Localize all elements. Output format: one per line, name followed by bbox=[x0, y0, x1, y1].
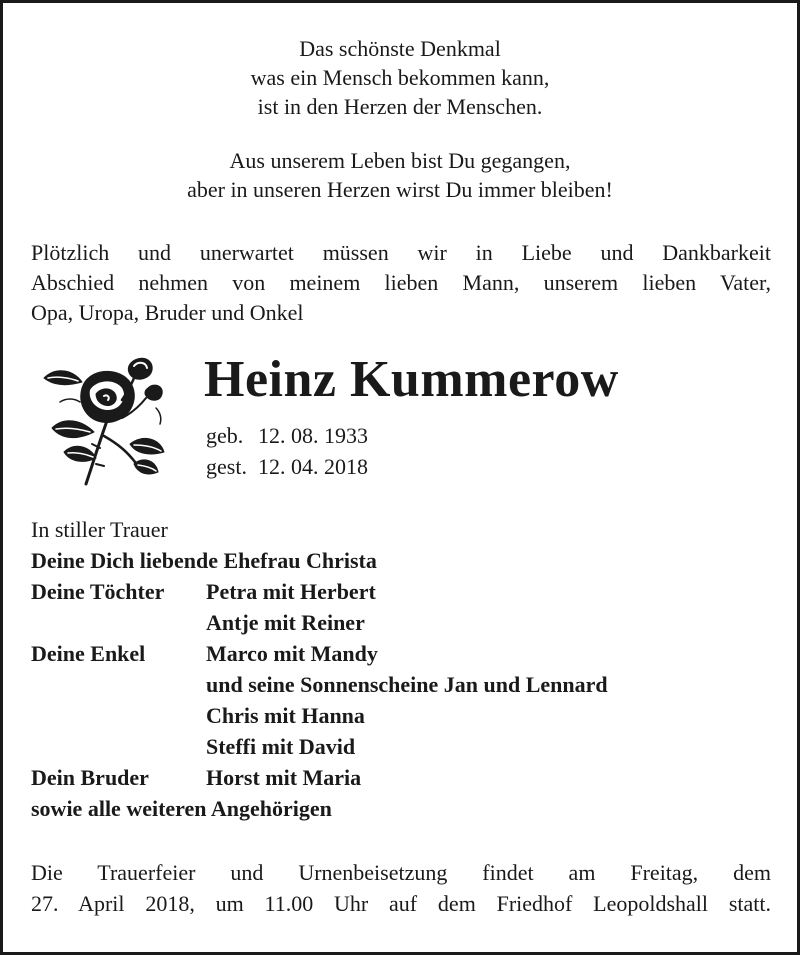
family-role: Dein Bruder bbox=[31, 765, 149, 790]
family-names: Marco mit Mandy bbox=[206, 641, 378, 666]
family-names: Steffi mit David bbox=[206, 734, 356, 759]
family-row bbox=[31, 576, 608, 607]
family-names: Antje mit Reiner bbox=[206, 610, 365, 635]
intro-line: Abschied nehmen von meinem lieben Mann, unserem lieben Vater, bbox=[31, 270, 771, 295]
quote-two bbox=[0, 146, 800, 204]
death-date-row bbox=[206, 451, 368, 482]
funeral-line: Die Trauerfeier und Urnenbeisetzung findet am Freitag, dem bbox=[31, 860, 771, 885]
birth-date: 12. 08. 1933 bbox=[258, 423, 368, 448]
birth-label: geb. bbox=[206, 423, 244, 448]
family-row bbox=[31, 731, 608, 762]
family-row bbox=[31, 638, 608, 669]
family-row bbox=[31, 545, 608, 576]
family-row bbox=[31, 700, 608, 731]
intro-line: Plötzlich und unerwartet müssen wir in Liebe und Dankbarkeit bbox=[31, 240, 771, 265]
quote-line: ist in den Herzen der Menschen. bbox=[257, 94, 543, 119]
funeral-line: 27. April 2018, um 11.00 Uhr auf dem Friedhof Leopoldshall statt. bbox=[31, 891, 771, 916]
quote-line: Das schönste Denkmal bbox=[299, 36, 501, 61]
intro-line: Opa, Uropa, Bruder und Onkel bbox=[31, 300, 304, 325]
quote-line: was ein Mensch bekommen kann, bbox=[250, 65, 550, 90]
family-role bbox=[31, 700, 206, 731]
family-names: und seine Sonnenscheine Jan und Lennard bbox=[206, 672, 608, 697]
mourning-intro: In stiller Trauer bbox=[31, 517, 168, 542]
family-names: Chris mit Hanna bbox=[206, 703, 365, 728]
family-role bbox=[31, 669, 206, 700]
quote-one bbox=[0, 34, 800, 121]
quote-line: aber in unseren Herzen wirst Du immer bleiben! bbox=[187, 177, 613, 202]
family-list bbox=[31, 545, 608, 824]
family-role: sowie alle weiteren Angehörigen bbox=[31, 796, 332, 821]
life-dates bbox=[206, 420, 368, 482]
family-role: Deine Töchter bbox=[31, 579, 165, 604]
family-names: Horst mit Maria bbox=[206, 765, 362, 790]
death-date: 12. 04. 2018 bbox=[258, 454, 368, 479]
quote-line: Aus unserem Leben bist Du gegangen, bbox=[229, 148, 571, 173]
family-names: Petra mit Herbert bbox=[206, 579, 376, 604]
rose-icon bbox=[38, 348, 168, 488]
family-row bbox=[31, 607, 608, 638]
deceased-name: Heinz Kummerow bbox=[204, 351, 619, 408]
family-row bbox=[31, 669, 608, 700]
family-role bbox=[31, 607, 206, 638]
birth-date-row bbox=[206, 420, 368, 451]
death-label: gest. bbox=[206, 454, 247, 479]
family-role: Deine Dich liebende Ehefrau Christa bbox=[31, 548, 377, 573]
family-role: Deine Enkel bbox=[31, 641, 146, 666]
funeral-info bbox=[31, 857, 771, 919]
intro-text bbox=[31, 238, 771, 328]
family-row bbox=[31, 793, 608, 824]
family-row bbox=[31, 762, 608, 793]
family-role bbox=[31, 731, 206, 762]
